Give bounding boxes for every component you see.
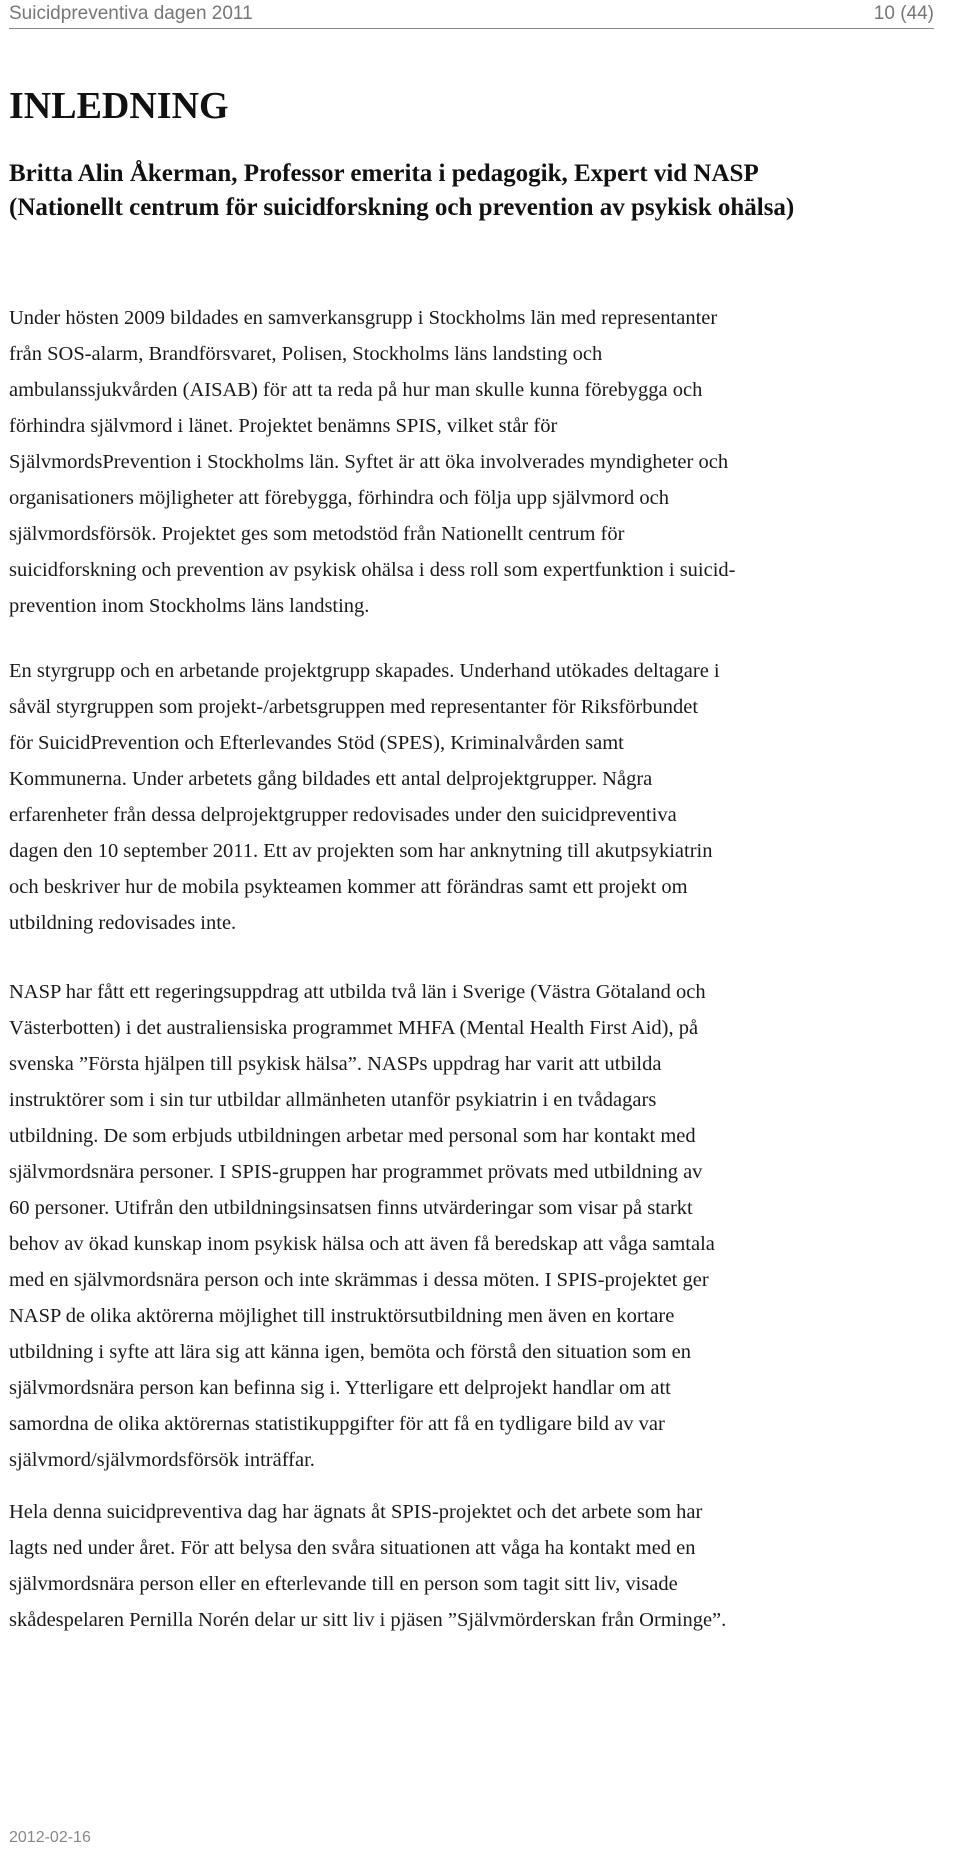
section-heading: INLEDNING bbox=[9, 85, 229, 127]
text-line: utbildning redovisades inte. bbox=[9, 912, 237, 934]
paragraph-1 bbox=[9, 300, 939, 624]
text-line: Under hösten 2009 bildades en samverkansgrupp i Stockholms län med representanter bbox=[9, 307, 718, 329]
page-number: 10 (44) bbox=[873, 3, 934, 24]
text-line: behov av ökad kunskap inom psykisk hälsa och att även få beredskap att våga samtala bbox=[9, 1233, 715, 1255]
text-line: och beskriver hur de mobila psykteamen kommer att förändras samt ett projekt om bbox=[9, 876, 688, 898]
text-line: erfarenheter från dessa delprojektgrupper redovisades under den suicidpreventiva bbox=[9, 804, 677, 826]
text-line: prevention inom Stockholms läns landsting. bbox=[9, 595, 370, 617]
paragraph-3 bbox=[9, 974, 939, 1478]
text-line: med en självmordsnära person och inte skrämmas i dessa möten. I SPIS-projektet ger bbox=[9, 1269, 709, 1291]
text-line: samordna de olika aktörernas statistikuppgifter för att få en tydligare bild av var bbox=[9, 1413, 665, 1435]
text-line: ambulanssjukvården (AISAB) för att ta reda på hur man skulle kunna förebygga och bbox=[9, 379, 703, 401]
text-line: instruktörer som i sin tur utbildar allmänheten utanför psykiatrin i en tvådagars bbox=[9, 1089, 657, 1111]
text-line: organisationers möjligheter att förebygga, förhindra och följa upp självmord och bbox=[9, 487, 669, 509]
text-line: skådespelaren Pernilla Norén delar ur sitt liv i pjäsen ”Självmörderskan från Orminge”. bbox=[9, 1609, 727, 1631]
text-line: från SOS-alarm, Brandförsvaret, Polisen, Stockholms läns landsting och bbox=[9, 343, 603, 365]
page-header bbox=[9, 0, 934, 27]
text-line: SjälvmordsPrevention i Stockholms län. Syftet är att öka involverades myndigheter och bbox=[9, 451, 729, 473]
text-line: dagen den 10 september 2011. Ett av projekten som har anknytning till akutpsykiatrin bbox=[9, 840, 713, 862]
author-line-1: Britta Alin Åkerman, Professor emerita i pedagogik, Expert vid NASP bbox=[9, 160, 759, 187]
text-line: NASP de olika aktörerna möjlighet till instruktörsutbildning men även en kortare bbox=[9, 1305, 675, 1327]
text-line: svenska ”Första hjälpen till psykisk hälsa”. NASPs uppdrag har varit att utbilda bbox=[9, 1053, 662, 1075]
text-line: utbildning. De som erbjuds utbildningen arbetar med personal som har kontakt med bbox=[9, 1125, 696, 1147]
text-line: 60 personer. Utifrån den utbildningsinsatsen finns utvärderingar som visar på starkt bbox=[9, 1197, 693, 1219]
text-line: utbildning i syfte att lära sig att känna igen, bemöta och förstå den situation som en bbox=[9, 1341, 692, 1363]
paragraph-2 bbox=[9, 653, 939, 941]
footer-date: 2012-02-16 bbox=[9, 1829, 91, 1846]
text-line: förhindra självmord i länet. Projektet benämns SPIS, vilket står för bbox=[9, 415, 558, 437]
text-line: självmordsförsök. Projektet ges som metodstöd från Nationellt centrum för bbox=[9, 523, 625, 545]
text-line: för SuicidPrevention och Efterlevandes Stöd (SPES), Kriminalvården samt bbox=[9, 732, 624, 754]
text-line: Kommunerna. Under arbetets gång bildades ett antal delprojektgrupper. Några bbox=[9, 768, 653, 790]
text-line: Hela denna suicidpreventiva dag har ägnats åt SPIS-projektet och det arbete som har bbox=[9, 1501, 703, 1523]
text-line: En styrgrupp och en arbetande projektgrupp skapades. Underhand utökades deltagare i bbox=[9, 660, 720, 682]
text-line: Västerbotten) i det australiensiska programmet MHFA (Mental Health First Aid), på bbox=[9, 1017, 699, 1039]
author-line-2: (Nationellt centrum för suicidforskning och prevention av psykisk ohälsa) bbox=[9, 194, 795, 221]
document-title: Suicidpreventiva dagen 2011 bbox=[9, 3, 253, 24]
text-line: självmordsnära person kan befinna sig i. Ytterligare ett delprojekt handlar om att bbox=[9, 1377, 671, 1399]
text-line: självmordsnära personer. I SPIS-gruppen har programmet prövats med utbildning av bbox=[9, 1161, 703, 1183]
text-line: suicidforskning och prevention av psykisk ohälsa i dess roll som expertfunktion i suicid- bbox=[9, 559, 736, 581]
author-byline bbox=[9, 157, 939, 225]
text-line: NASP har fått ett regeringsuppdrag att utbilda två län i Sverige (Västra Götaland och bbox=[9, 981, 706, 1003]
text-line: självmordsnära person eller en efterlevande till en person som tagit sitt liv, visade bbox=[9, 1573, 678, 1595]
text-line: lagts ned under året. För att belysa den svåra situationen att våga ha kontakt med en bbox=[9, 1537, 696, 1559]
header-divider bbox=[9, 28, 934, 29]
paragraph-4 bbox=[9, 1494, 939, 1638]
text-line: såväl styrgruppen som projekt-/arbetsgruppen med representanter för Riksförbundet bbox=[9, 696, 699, 718]
text-line: självmord/självmordsförsök inträffar. bbox=[9, 1449, 315, 1471]
